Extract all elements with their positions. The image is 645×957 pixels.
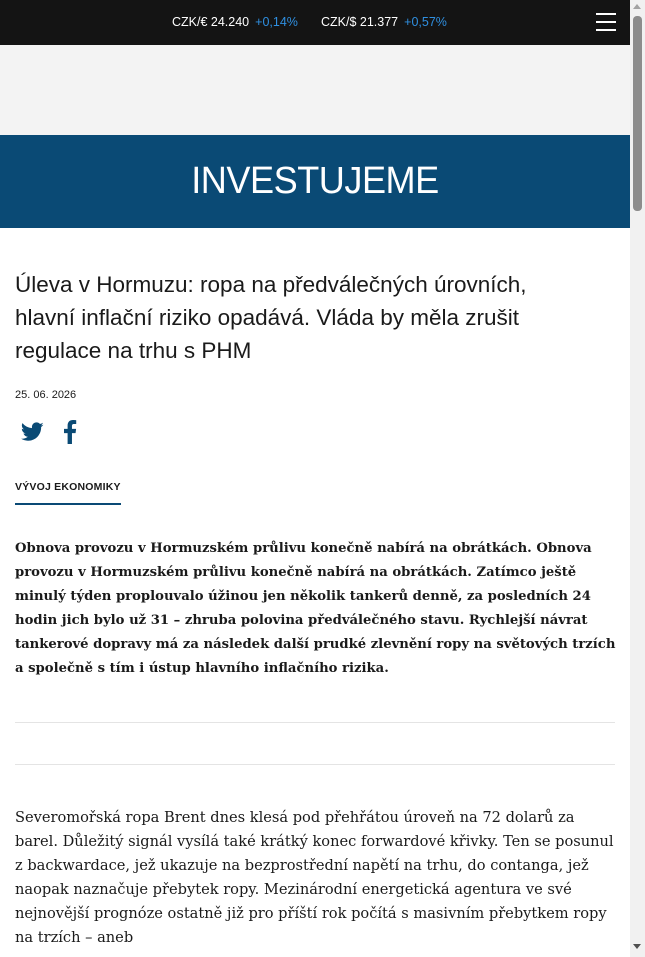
ticker-change: +0,57% xyxy=(404,15,447,29)
ticker-label: CZK/€ 24.240 xyxy=(172,15,250,29)
divider xyxy=(15,764,615,765)
scroll-down-arrow-icon[interactable] xyxy=(633,944,641,949)
category-tag[interactable]: VÝVOJ EKONOMIKY xyxy=(15,481,121,505)
article-body: Severomořská ropa Brent dnes klesá pod přehřátou úroveň na 72 dolarů za barel. Důležitý signál vysílá také krátký konec forwardové křivky. Ten se posunul z backwardace, jež ukazuje na bezprostřední napětí na trhu, do contanga, jež naopak naznačuje přebytek ropy. Mezinárodní energetická agentura ve své nejnovější prognóze ostatně již pro příští rok počítá s masivním přebytkem ropy na trzích – aneb xyxy=(15,809,614,946)
facebook-icon[interactable] xyxy=(63,420,77,444)
divider xyxy=(15,722,615,723)
ticker-bar xyxy=(0,0,630,45)
twitter-icon[interactable] xyxy=(21,420,44,444)
scrollbar-thumb[interactable] xyxy=(633,16,642,211)
ticker-item-eur xyxy=(172,15,298,29)
hamburger-menu-icon[interactable] xyxy=(596,13,618,32)
ticker-label: CZK/$ 21.377 xyxy=(321,15,399,29)
scroll-up-arrow-icon[interactable] xyxy=(633,4,641,9)
article-title: Úleva v Hormuzu: ropa na předválečných úrovních, hlavní inflační riziko opadává. Vláda by měla zrušit regulace na trhu s PHM xyxy=(15,272,527,363)
article-date: 25. 06. 2026 xyxy=(15,389,77,401)
ad-placeholder xyxy=(0,45,630,135)
ticker-change: +0,14% xyxy=(255,15,298,29)
article-perex: Obnova provozu v Hormuzském průlivu konečně nabírá na obrátkách. Obnova provozu v Hormuzském průlivu konečně nabírá na obrátkách. Zatímco ještě minulý týden proplouvalo úžinou jen několik tankerů denně, za posledních 24 hodin jich bylo už 31 – zhruba polovina předválečného stavu. Rychlejší návrat tankerové dopravy má za následek další prudké zlevnění ropy na světových trzích a společně s tím i ústup hlavního inflačního rizika. xyxy=(15,541,616,676)
brand-logo[interactable]: INVESTUJEME xyxy=(191,160,439,202)
ticker-item-usd xyxy=(321,15,447,29)
